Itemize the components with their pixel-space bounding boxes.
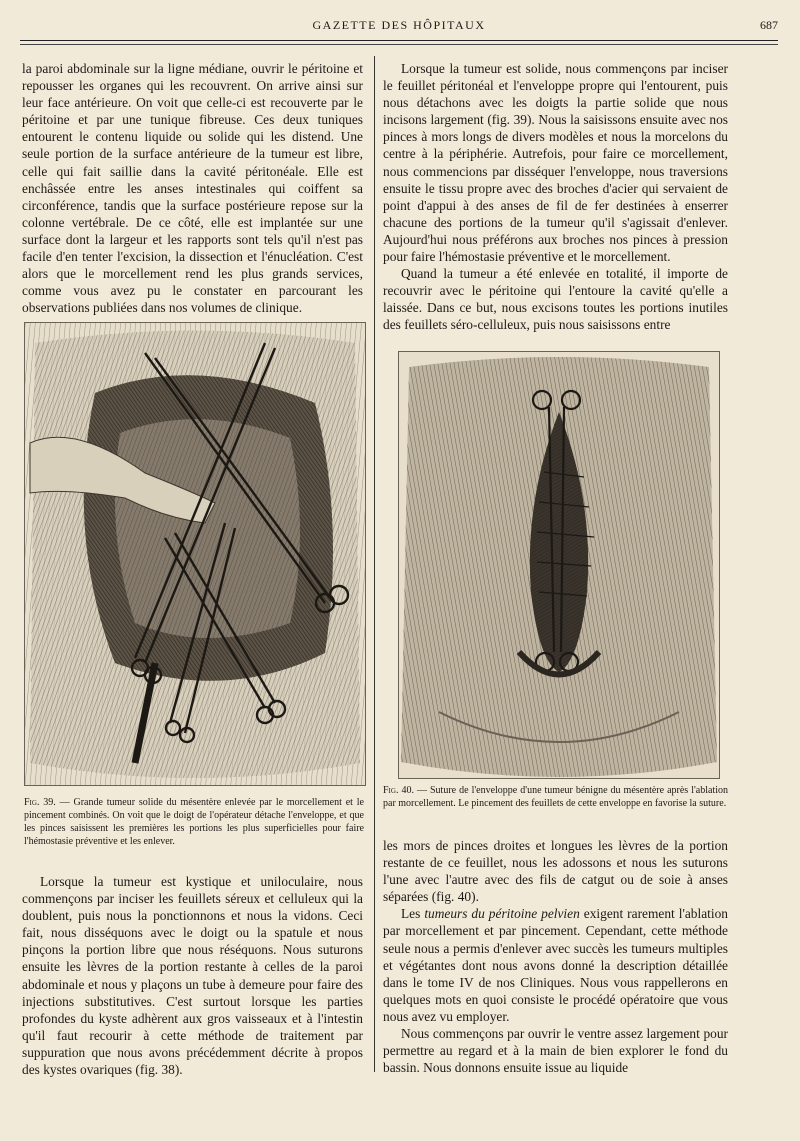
figure-39-caption-text: — Grande tumeur solide du mésentère enlevée par le morcellement et le pincement combinés. On voit que le doigt de l'opérateur détache l'enveloppe, et que les pinces saisissent les premières les portions les plus superficielles pour faire l'hémostasie préventive et les enlever.	[24, 797, 364, 847]
figure-40-caption	[383, 784, 728, 810]
header-rule-thin	[20, 44, 778, 45]
text-run: exigent rarement l'ablation par morcellement et par pincement. Cependant, cette méthode seule nous a permis d'enlever avec succès les tumeurs multiples et végétantes dont nous avons donné la description détaillée dans le tome IV de nos Cliniques. Nous vous rappellerons en quelques mots en quoi consiste le procédé opératoire que vous nous avez vu employer.	[383, 906, 728, 1024]
right-column-bottom	[383, 837, 728, 1076]
figure-39-label: Fig. 39.	[24, 797, 56, 808]
figure-40-label: Fig. 40.	[383, 785, 414, 796]
paragraph: les mors de pinces droites et longues les lèvres de la portion restante de ce feuillet, nous les adossons et nous les suturons l'une avec l'autre avec des fils de catgut ou de soie à anses séparées (fig. 40).	[383, 838, 728, 905]
right-column-top	[383, 60, 728, 334]
left-column-top	[22, 60, 363, 316]
journal-title: GAZETTE DES HÔPITAUX	[312, 18, 486, 32]
figure-40-caption-text: — Suture de l'enveloppe d'une tumeur bénigne du mésentère après l'ablation par morcellement. Le pincement des feuillets de cette enveloppe en favorise la suture.	[383, 785, 728, 809]
figure-39-illustration	[24, 322, 366, 786]
left-column-bottom	[22, 873, 363, 1078]
running-header	[20, 14, 778, 36]
paragraph: Lorsque la tumeur est kystique et uniloculaire, nous commençons par inciser les feuillets séreux et celluleux qui la doublent, puis nous la ponctionnons et nous la vidons. Ceci fait, nous disséquons avec le doigt ou la spatule et nous pinçons la portion libre que nous réséquons. Nous suturons ensuite les lèvres de la portion restante à celles de la paroi abdominale et nous y plaçons un tube à demeure pour faire des injections substitutives. C'est surtout lorsque les parties profondes du kyste adhèrent aux gros vaisseaux et à l'intestin qu'il faut recourir à cette méthode de traitement par suppuration que nous avons précédemment décrite à propos des kystes ovariques (fig. 38).	[22, 874, 363, 1078]
paragraph: Nous commençons par ouvrir le ventre assez largement pour permettre au regard et à la main de bien explorer le fond du bassin. Nous donnons ensuite issue au liquide	[383, 1026, 728, 1076]
italic-phrase: tumeurs du péritoine pelvien	[424, 906, 580, 922]
paragraph	[383, 905, 728, 1025]
paragraph: Quand la tumeur a été enlevée en totalité, il importe de recouvrir avec le péritoine qui l'entoure la cavité qu'elle a laissée. Dans ce but, nous excisons toutes les portions inutiles des feuillets séro-celluleux, puis nous saisissons entre	[383, 266, 728, 333]
header-rule	[20, 40, 778, 41]
figure-40-illustration	[398, 351, 720, 779]
paragraph: la paroi abdominale sur la ligne médiane, ouvrir le péritoine et repousser les organes qui les recouvrent. On arrive ainsi sur leur face antérieure. On voit que celle-ci est recouverte par le péritoine et par une tunique fibreuse. Ces deux tuniques entourent le contenu liquide ou solide qui les distend. Une seule portion de la surface antérieure de la tumeur est libre, celle qui fait saillie dans la cavité péritonéale. Elle est enchâssée entre les anses intestinales qui coiffent sa circonférence, tandis que la surface postérieure repose sur la colonne vertébrale. De ce côté, elle est implantée sur une surface dont la largeur et les rapports sont tels qu'il n'est pas facile d'en tenter l'excision, la dissection et l'énucléation. C'est alors que le morcellement rend les plus grands services, comme vous avez pu le constater en parcourant les observations publiées dans nos volumes de clinique.	[22, 61, 363, 316]
page-number: 687	[760, 18, 778, 32]
figure-39-caption	[24, 796, 364, 848]
text-run: Les	[401, 906, 425, 922]
column-divider	[374, 56, 375, 1072]
paragraph: Lorsque la tumeur est solide, nous commençons par inciser le feuillet péritonéal et l'enveloppe propre qui l'entourent, puis nous détachons avec les doigts la partie solide que nous incisons largement (fig. 39). Nous la saisissons ensuite avec nos pinces à mors longs de divers modèles et nous la morcelons du centre à la périphérie. Autrefois, pour faire ce morcellement, nous commencions par disséquer l'enveloppe, nous traversions ensuite le tissu propre avec des broches d'acier qui servaient de point d'appui à des anses de fil de fer destinées à enserrer chacune des portions de la tumeur qu'il s'agissait d'enlever. Aujourd'hui nous préférons aux broches nos pinces à pression pour faire l'hémostasie préventive et le morcellement.	[383, 61, 728, 265]
